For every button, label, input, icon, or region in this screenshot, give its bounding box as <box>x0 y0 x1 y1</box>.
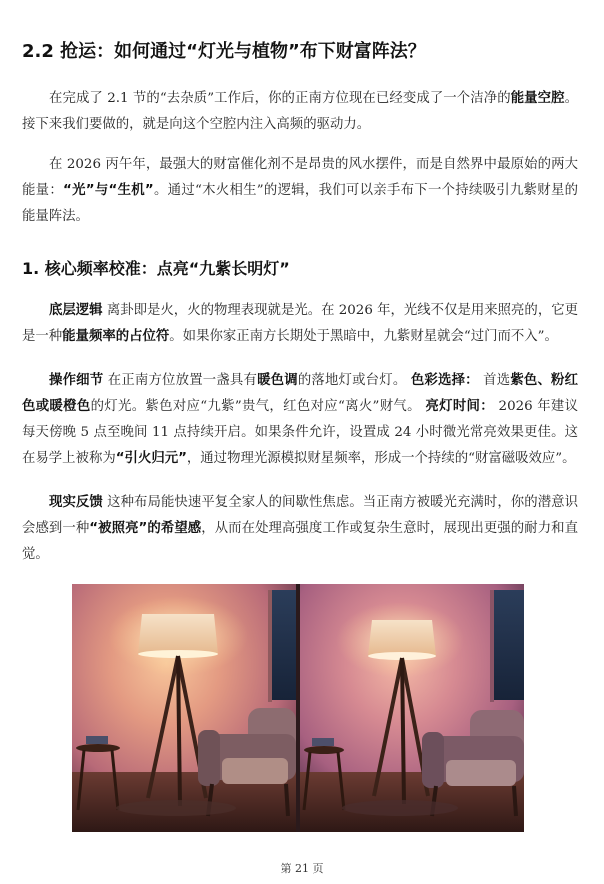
window <box>272 590 296 700</box>
logic-bold-1: 能量频率的占位符 <box>62 329 170 344</box>
page-number: 第 21 页 <box>280 862 324 875</box>
feedback-paragraph <box>22 490 578 568</box>
details-bold-1: 暖色调 <box>257 373 298 388</box>
lampshade <box>138 614 218 654</box>
feedback-text-1: 这种布局能快速平复全家人的间歇性焦虑。当正南方被暖光充满时，你的潜意识会感到一种 <box>22 495 578 536</box>
left-photo-panel <box>72 584 296 832</box>
details-text-1: 在正南方位放置一盏具有 <box>103 373 258 388</box>
logic-paragraph <box>22 298 578 350</box>
logic-text-1: 离卦即是火，火的物理表现就是光。在 2026 年，光线不仅是用来照亮的，它更是一种 <box>22 303 578 344</box>
details-paragraph <box>22 368 578 472</box>
intro-p1-bold-1: 能量空腔 <box>510 91 565 106</box>
intro-p2-text-1: 在 2026 丙午年，最强大的财富催化剂不是昂贵的风水摆件，而是自然界中最原始的两大能量： <box>22 157 578 198</box>
details-bold-4: 亮灯时间： <box>425 399 494 414</box>
intro-p1-text-2: 。接下来我们要做的，就是向这个空腔内注入高频的驱动力。 <box>22 91 579 132</box>
lampshade <box>368 620 436 656</box>
logic-label: 底层逻辑 <box>49 303 103 318</box>
feedback-bold-1: “被照亮”的希望感 <box>89 521 202 536</box>
details-text-2: 的落地灯或台灯。 <box>297 373 411 388</box>
intro-paragraph-1 <box>22 86 578 138</box>
intro-p2-text-2: 。通过“木火相生”的逻辑，我们可以亲手布下一个持续吸引九紫财星的能量阵法。 <box>22 183 579 224</box>
details-text-4: 的灯光。紫色对应“九紫”贵气，红色对应“离火”财气。 <box>90 399 426 414</box>
logic-text-2: 。如果你家正南方长期处于黑暗中，九紫财星就会“过门而不入”。 <box>169 329 558 344</box>
details-label: 操作细节 <box>49 373 104 388</box>
intro-p2-bold-1: “光”与“生机” <box>63 183 154 198</box>
floor-lamp-illustration <box>72 584 524 832</box>
details-bold-5: “引火归元” <box>115 451 187 466</box>
section-title: 2.2 抢运：如何通过“灯光与植物”布下财富阵法？ <box>22 41 426 62</box>
details-bold-3: 紫色、粉红色或暖橙色 <box>22 373 579 414</box>
floor-lamp-photo <box>72 584 524 832</box>
feedback-text-2: ，从而在处理高强度工作或复杂生意时，展现出更强的耐力和直觉。 <box>22 521 579 562</box>
window <box>494 590 524 700</box>
right-photo-panel <box>300 584 524 832</box>
intro-paragraph-2 <box>22 152 578 230</box>
feedback-label: 现实反馈 <box>49 495 103 510</box>
subsection-title: 1. 核心频率校准：点亮“九紫长明灯” <box>22 259 290 278</box>
details-text-3: 首选 <box>478 373 511 388</box>
intro-p1-text-1: 在完成了 2.1 节的“去杂质”工作后，你的正南方位现在已经变成了一个洁净的 <box>49 91 511 106</box>
details-text-6: ，通过物理光源模拟财星频率，形成一个持续的“财富磁吸效应”。 <box>186 451 576 466</box>
details-bold-2: 色彩选择： <box>410 373 479 388</box>
details-text-5: 2026 年建议每天傍晚 5 点至晚间 11 点持续开启。如果条件允许，设置成 24 小时微光常亮效果更佳。这在易学上被称为 <box>22 399 579 466</box>
